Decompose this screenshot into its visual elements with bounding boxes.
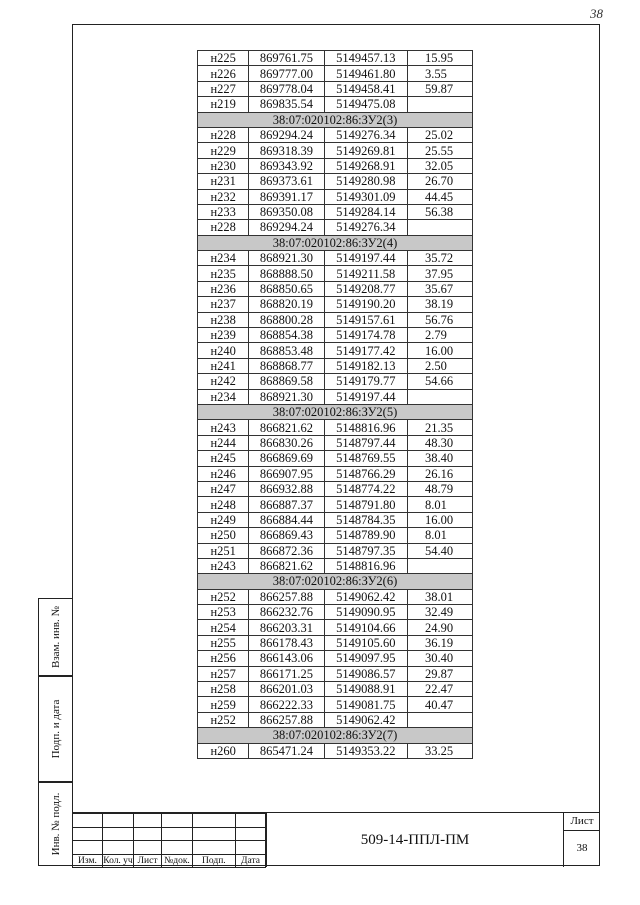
point-name: н234 — [198, 389, 249, 404]
table-row — [198, 589, 473, 604]
y-coordinate: 5149197.44 — [324, 389, 407, 404]
x-coordinate: 869391.17 — [249, 189, 324, 204]
col-date: Дата — [235, 854, 265, 868]
y-coordinate: 5149461.80 — [324, 66, 407, 81]
point-name: н247 — [198, 481, 249, 496]
table-row — [198, 51, 473, 66]
table-row — [198, 328, 473, 343]
y-coordinate: 5149088.91 — [324, 682, 407, 697]
page-number-handwritten: 38 — [590, 6, 603, 21]
distance: 37.95 — [407, 266, 472, 281]
y-coordinate: 5148797.35 — [324, 543, 407, 558]
side-label-signature-date: Подп. и дата — [49, 699, 62, 759]
point-name: н232 — [198, 189, 249, 204]
table-row — [198, 66, 473, 81]
x-coordinate: 868854.38 — [249, 328, 324, 343]
point-name: н260 — [198, 743, 249, 758]
point-name: н229 — [198, 143, 249, 158]
distance: 2.50 — [407, 358, 472, 373]
y-coordinate: 5149182.13 — [324, 358, 407, 373]
point-name: н236 — [198, 281, 249, 296]
y-coordinate: 5149353.22 — [324, 743, 407, 758]
distance: 32.49 — [407, 605, 472, 620]
plot-header-row — [198, 728, 473, 743]
distance: 48.79 — [407, 481, 472, 496]
plot-header-row — [198, 112, 473, 127]
title-block-grid — [72, 813, 266, 868]
table-row — [198, 143, 473, 158]
x-coordinate: 869835.54 — [249, 97, 324, 112]
x-coordinate: 869778.04 — [249, 81, 324, 96]
side-cell-signature-date — [38, 676, 72, 782]
side-cell-original-inv — [38, 782, 72, 866]
y-coordinate: 5149177.42 — [324, 343, 407, 358]
point-name: н244 — [198, 435, 249, 450]
point-name: н253 — [198, 605, 249, 620]
x-coordinate: 866869.43 — [249, 528, 324, 543]
table-row — [198, 81, 473, 96]
x-coordinate: 868868.77 — [249, 358, 324, 373]
point-name: н249 — [198, 512, 249, 527]
distance: 54.66 — [407, 374, 472, 389]
distance: 59.87 — [407, 81, 472, 96]
plot-cadastral-number: 38:07:020102:86:ЗУ2(6) — [198, 574, 473, 589]
table-row — [198, 543, 473, 558]
table-row — [198, 158, 473, 173]
plot-cadastral-number: 38:07:020102:86:ЗУ2(3) — [198, 112, 473, 127]
col-doc-number: №док. — [162, 854, 193, 868]
point-name: н241 — [198, 358, 249, 373]
point-name: н255 — [198, 635, 249, 650]
x-coordinate: 866203.31 — [249, 620, 324, 635]
y-coordinate: 5149276.34 — [324, 220, 407, 235]
y-coordinate: 5149269.81 — [324, 143, 407, 158]
y-coordinate: 5149062.42 — [324, 712, 407, 727]
y-coordinate: 5149104.66 — [324, 620, 407, 635]
x-coordinate: 866830.26 — [249, 435, 324, 450]
table-row — [198, 635, 473, 650]
col-signature: Подп. — [192, 854, 235, 868]
distance: 38.01 — [407, 589, 472, 604]
point-name: н226 — [198, 66, 249, 81]
y-coordinate: 5148769.55 — [324, 451, 407, 466]
y-coordinate: 5149197.44 — [324, 251, 407, 266]
point-name: н228 — [198, 220, 249, 235]
y-coordinate: 5148797.44 — [324, 435, 407, 450]
x-coordinate: 866201.03 — [249, 682, 324, 697]
point-name: н231 — [198, 174, 249, 189]
x-coordinate: 866171.25 — [249, 666, 324, 681]
x-coordinate: 866257.88 — [249, 589, 324, 604]
y-coordinate: 5149280.98 — [324, 174, 407, 189]
x-coordinate: 866143.06 — [249, 651, 324, 666]
side-label-original-inv: Инв. № подл. — [49, 792, 62, 856]
y-coordinate: 5149475.08 — [324, 97, 407, 112]
x-coordinate: 868800.28 — [249, 312, 324, 327]
col-change: Изм. — [73, 854, 103, 868]
point-name: н252 — [198, 712, 249, 727]
distance — [407, 220, 472, 235]
table-row — [198, 558, 473, 573]
distance: 16.00 — [407, 343, 472, 358]
x-coordinate: 869373.61 — [249, 174, 324, 189]
distance: 32.05 — [407, 158, 472, 173]
distance: 26.16 — [407, 466, 472, 481]
x-coordinate: 866884.44 — [249, 512, 324, 527]
distance — [407, 558, 472, 573]
x-coordinate: 869777.00 — [249, 66, 324, 81]
plot-cadastral-number: 38:07:020102:86:ЗУ2(5) — [198, 404, 473, 419]
sheet-box — [564, 813, 600, 867]
distance: 8.01 — [407, 528, 472, 543]
plot-header-row — [198, 404, 473, 419]
point-name: н227 — [198, 81, 249, 96]
table-row — [198, 697, 473, 712]
distance: 30.40 — [407, 651, 472, 666]
y-coordinate: 5148789.90 — [324, 528, 407, 543]
col-sheet: Лист — [133, 854, 161, 868]
x-coordinate: 868921.30 — [249, 251, 324, 266]
table-row — [198, 682, 473, 697]
table-row — [198, 220, 473, 235]
point-name: н234 — [198, 251, 249, 266]
y-coordinate: 5148784.35 — [324, 512, 407, 527]
y-coordinate: 5149105.60 — [324, 635, 407, 650]
table-row — [198, 343, 473, 358]
point-name: н219 — [198, 97, 249, 112]
distance: 15.95 — [407, 51, 472, 66]
table-row — [198, 743, 473, 758]
point-name: н256 — [198, 651, 249, 666]
x-coordinate: 869350.08 — [249, 204, 324, 219]
table-row — [198, 174, 473, 189]
distance: 2.79 — [407, 328, 472, 343]
table-row — [198, 297, 473, 312]
table-row — [198, 127, 473, 142]
x-coordinate: 866869.69 — [249, 451, 324, 466]
y-coordinate: 5149268.91 — [324, 158, 407, 173]
table-row — [198, 358, 473, 373]
x-coordinate: 869343.92 — [249, 158, 324, 173]
distance: 26.70 — [407, 174, 472, 189]
x-coordinate: 866178.43 — [249, 635, 324, 650]
distance: 35.67 — [407, 281, 472, 296]
sheet-number: 38 — [576, 842, 588, 854]
x-coordinate: 869294.24 — [249, 220, 324, 235]
y-coordinate: 5149457.13 — [324, 51, 407, 66]
y-coordinate: 5149301.09 — [324, 189, 407, 204]
plot-header-row — [198, 574, 473, 589]
point-name: н243 — [198, 558, 249, 573]
point-name: н225 — [198, 51, 249, 66]
table-row — [198, 481, 473, 496]
coordinates-table — [197, 50, 473, 759]
point-name: н228 — [198, 127, 249, 142]
table-row — [198, 266, 473, 281]
point-name: н238 — [198, 312, 249, 327]
point-name: н251 — [198, 543, 249, 558]
x-coordinate: 866232.76 — [249, 605, 324, 620]
x-coordinate: 866887.37 — [249, 497, 324, 512]
table-row — [198, 528, 473, 543]
plot-cadastral-number: 38:07:020102:86:ЗУ2(7) — [198, 728, 473, 743]
distance — [407, 712, 472, 727]
point-name: н248 — [198, 497, 249, 512]
sheet-label: Лист — [564, 813, 600, 831]
y-coordinate: 5149097.95 — [324, 651, 407, 666]
y-coordinate: 5149211.58 — [324, 266, 407, 281]
point-name: н254 — [198, 620, 249, 635]
distance — [407, 389, 472, 404]
point-name: н252 — [198, 589, 249, 604]
table-row — [198, 497, 473, 512]
table-row — [198, 374, 473, 389]
distance: 21.35 — [407, 420, 472, 435]
point-name: н250 — [198, 528, 249, 543]
distance: 56.38 — [407, 204, 472, 219]
y-coordinate: 5149157.61 — [324, 312, 407, 327]
side-label-replacement-inv: Взам. инв. № — [49, 606, 62, 668]
point-name: н237 — [198, 297, 249, 312]
table-row — [198, 666, 473, 681]
x-coordinate: 866932.88 — [249, 481, 324, 496]
col-count: Кол. уч — [103, 855, 133, 866]
table-row — [198, 466, 473, 481]
x-coordinate: 866222.33 — [249, 697, 324, 712]
y-coordinate: 5149458.41 — [324, 81, 407, 96]
table-row — [198, 204, 473, 219]
x-coordinate: 866821.62 — [249, 420, 324, 435]
y-coordinate: 5149062.42 — [324, 589, 407, 604]
point-name: н245 — [198, 451, 249, 466]
x-coordinate: 865471.24 — [249, 743, 324, 758]
y-coordinate: 5149179.77 — [324, 374, 407, 389]
distance — [407, 97, 472, 112]
point-name: н240 — [198, 343, 249, 358]
distance: 33.25 — [407, 743, 472, 758]
side-cell-replacement-inv — [38, 598, 72, 676]
point-name: н239 — [198, 328, 249, 343]
table-row — [198, 435, 473, 450]
point-name: н235 — [198, 266, 249, 281]
point-name: н257 — [198, 666, 249, 681]
plot-cadastral-number: 38:07:020102:86:ЗУ2(4) — [198, 235, 473, 250]
distance: 25.55 — [407, 143, 472, 158]
distance: 38.40 — [407, 451, 472, 466]
point-name: н230 — [198, 158, 249, 173]
table-row — [198, 712, 473, 727]
distance: 56.76 — [407, 312, 472, 327]
table-row — [198, 651, 473, 666]
y-coordinate: 5149208.77 — [324, 281, 407, 296]
table-row — [198, 605, 473, 620]
distance: 36.19 — [407, 635, 472, 650]
table-row — [198, 620, 473, 635]
x-coordinate: 866907.95 — [249, 466, 324, 481]
point-name: н259 — [198, 697, 249, 712]
point-name: н258 — [198, 682, 249, 697]
x-coordinate: 869761.75 — [249, 51, 324, 66]
x-coordinate: 869294.24 — [249, 127, 324, 142]
distance: 44.45 — [407, 189, 472, 204]
y-coordinate: 5148791.80 — [324, 497, 407, 512]
x-coordinate: 868869.58 — [249, 374, 324, 389]
x-coordinate: 868853.48 — [249, 343, 324, 358]
point-name: н233 — [198, 204, 249, 219]
table-row — [198, 189, 473, 204]
distance: 29.87 — [407, 666, 472, 681]
distance: 8.01 — [407, 497, 472, 512]
table-row — [198, 389, 473, 404]
y-coordinate: 5149090.95 — [324, 605, 407, 620]
y-coordinate: 5149284.14 — [324, 204, 407, 219]
y-coordinate: 5149081.75 — [324, 697, 407, 712]
y-coordinate: 5149174.78 — [324, 328, 407, 343]
distance: 35.72 — [407, 251, 472, 266]
title-block — [72, 812, 600, 866]
table-row — [198, 512, 473, 527]
table-row — [198, 420, 473, 435]
table-row — [198, 451, 473, 466]
x-coordinate: 866257.88 — [249, 712, 324, 727]
point-name: н243 — [198, 420, 249, 435]
distance: 24.90 — [407, 620, 472, 635]
x-coordinate: 868850.65 — [249, 281, 324, 296]
distance: 16.00 — [407, 512, 472, 527]
x-coordinate: 866872.36 — [249, 543, 324, 558]
document-code: 509-14-ППЛ-ПМ — [266, 813, 564, 867]
plot-header-row — [198, 235, 473, 250]
x-coordinate: 868921.30 — [249, 389, 324, 404]
distance: 48.30 — [407, 435, 472, 450]
y-coordinate: 5148816.96 — [324, 420, 407, 435]
distance: 22.47 — [407, 682, 472, 697]
table-row — [198, 281, 473, 296]
point-name: н246 — [198, 466, 249, 481]
x-coordinate: 869318.39 — [249, 143, 324, 158]
distance: 40.47 — [407, 697, 472, 712]
table-row — [198, 251, 473, 266]
table-row — [198, 312, 473, 327]
y-coordinate: 5149276.34 — [324, 127, 407, 142]
distance: 3.55 — [407, 66, 472, 81]
point-name: н242 — [198, 374, 249, 389]
x-coordinate: 868888.50 — [249, 266, 324, 281]
y-coordinate: 5148774.22 — [324, 481, 407, 496]
table-row — [198, 97, 473, 112]
distance: 38.19 — [407, 297, 472, 312]
y-coordinate: 5148816.96 — [324, 558, 407, 573]
y-coordinate: 5149190.20 — [324, 297, 407, 312]
y-coordinate: 5149086.57 — [324, 666, 407, 681]
distance: 25.02 — [407, 127, 472, 142]
y-coordinate: 5148766.29 — [324, 466, 407, 481]
distance: 54.40 — [407, 543, 472, 558]
x-coordinate: 868820.19 — [249, 297, 324, 312]
x-coordinate: 866821.62 — [249, 558, 324, 573]
